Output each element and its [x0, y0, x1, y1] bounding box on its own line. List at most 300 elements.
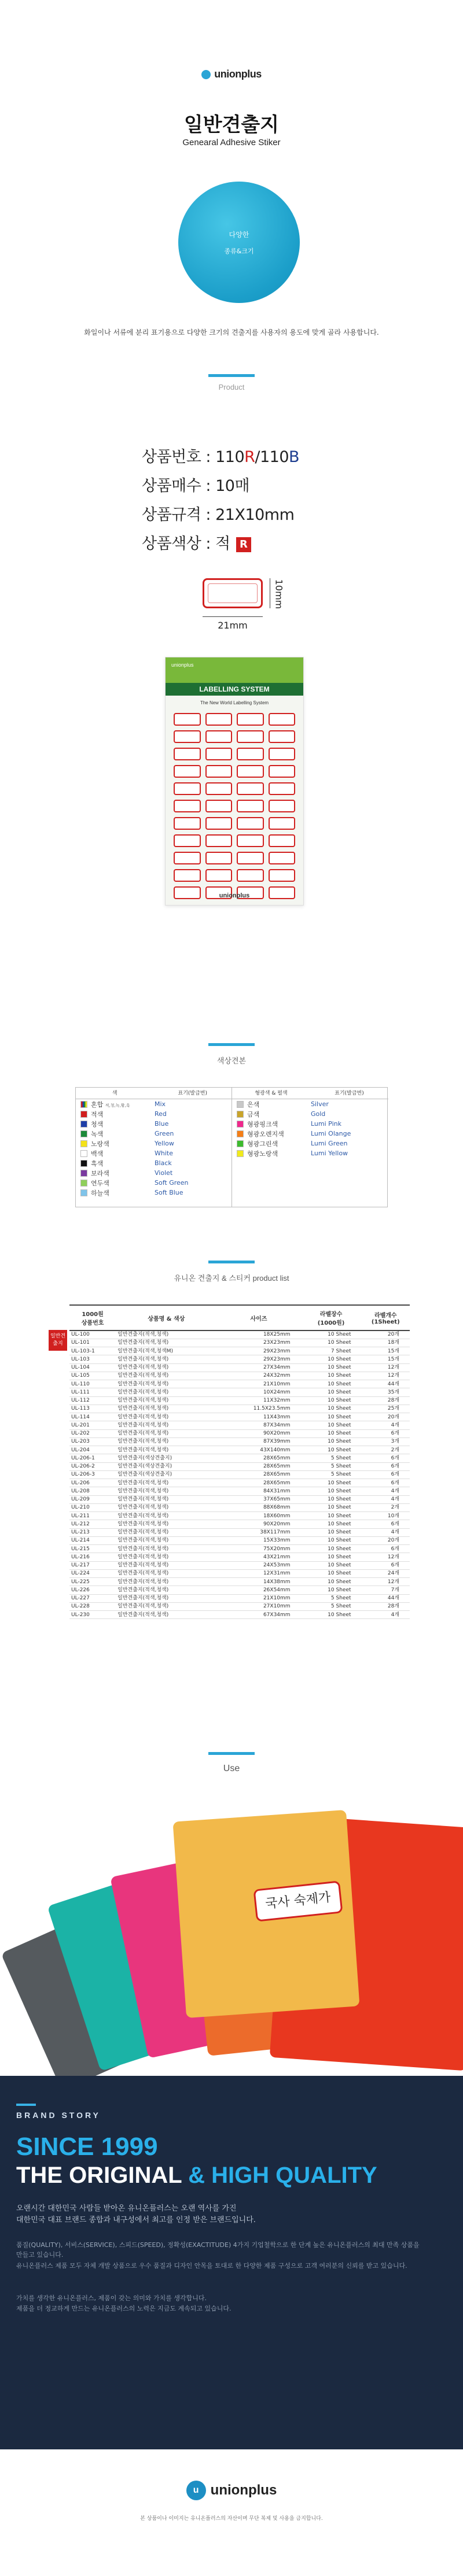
color-name-en: Lumi Yellow: [311, 1150, 348, 1157]
table-cell: 10 Sheet: [301, 1437, 362, 1446]
color-name-ko-text: 노랑색: [91, 1140, 109, 1148]
color-table-left: [76, 1088, 232, 1207]
color-swatch: [80, 1160, 87, 1167]
table-row: [69, 1437, 410, 1446]
table-cell: 일반견출지(적색,청색): [116, 1355, 216, 1363]
table-cell: 일반견출지(색상견출지): [116, 1470, 216, 1479]
table-cell: 6개: [362, 1520, 410, 1528]
table-cell: 일반견출지(적색,청색): [116, 1512, 216, 1520]
table-cell: UL-212: [69, 1520, 116, 1528]
table-cell: UL-105: [69, 1372, 116, 1380]
package-band: LABELLING SYSTEM: [166, 683, 303, 696]
footer-note: 본 상품이나 이미지는 유니온플러스의 자산이며 무단 복제 및 사용을 금지합니다.: [140, 2516, 323, 2522]
column-header: 라벨장수 (1000원): [301, 1305, 362, 1330]
label-cell: [174, 765, 201, 778]
table-cell: 10 Sheet: [301, 1611, 362, 1619]
color-list-right: [232, 1099, 388, 1158]
table-cell: 35개: [362, 1388, 410, 1396]
table-cell: 4개: [362, 1421, 410, 1429]
color-row: [232, 1148, 388, 1158]
col-head: 형광색 & 펄색: [255, 1091, 288, 1096]
color-swatch: [237, 1111, 244, 1118]
color-name-en: Lumi Green: [311, 1140, 348, 1147]
label-cell: [269, 730, 296, 743]
table-cell: 5 Sheet: [301, 1454, 362, 1462]
table-cell: 일반견출지(적색,청색): [116, 1396, 216, 1405]
color-name-en: Violet: [155, 1169, 173, 1177]
section-label-product: Product: [218, 383, 245, 391]
label-cell: [237, 748, 264, 760]
table-row: [69, 1569, 410, 1577]
label-cell: [174, 713, 201, 726]
color-swatch: [80, 1101, 87, 1108]
table-cell: UL-112: [69, 1396, 116, 1405]
table-cell: UL-209: [69, 1495, 116, 1503]
table-cell: UL-224: [69, 1569, 116, 1577]
table-cell: 26X54mm: [217, 1586, 301, 1594]
package-brand: unionplus: [171, 662, 194, 668]
table-cell: 10 Sheet: [301, 1405, 362, 1413]
color-name-ko: [91, 1139, 155, 1148]
table-cell: 10 Sheet: [301, 1528, 362, 1536]
story-original: [16, 2163, 377, 2189]
product-color: [142, 531, 251, 553]
color-row: [232, 1109, 388, 1119]
table-cell: 10 Sheet: [301, 1512, 362, 1520]
table-cell: UL-206-2: [69, 1462, 116, 1470]
label-cell: [237, 852, 264, 864]
table-cell: 15X33mm: [217, 1536, 301, 1544]
table-cell: 7 Sheet: [301, 1347, 362, 1355]
table-row: [69, 1561, 410, 1569]
table-cell: 29X23mm: [217, 1347, 301, 1355]
table-cell: 18개: [362, 1339, 410, 1347]
table-cell: 5 Sheet: [301, 1470, 362, 1479]
brand-logo: [0, 68, 463, 80]
table-cell: 일반견출지(적색,청색): [116, 1578, 216, 1586]
table-row: [69, 1388, 410, 1396]
table-cell: UL-204: [69, 1446, 116, 1454]
label-cell: [205, 817, 233, 830]
table-cell: 10 Sheet: [301, 1553, 362, 1561]
section-label-list: 유니온 견출지 & 스티커 product list: [174, 1274, 289, 1283]
table-cell: 12X31mm: [217, 1569, 301, 1577]
color-name-en: Yellow: [155, 1140, 174, 1147]
col-head: 표기(발급번): [335, 1091, 364, 1096]
table-cell: 27X34mm: [217, 1363, 301, 1372]
table-row: [69, 1479, 410, 1487]
product-number-prefix: 110: [215, 448, 245, 466]
color-name-ko: [247, 1129, 311, 1139]
table-row: [69, 1446, 410, 1454]
color-name-ko: [91, 1119, 155, 1129]
table-cell: 일반견출지(적색,청색): [116, 1561, 216, 1569]
table-row: [69, 1545, 410, 1553]
color-name-ko-text: 은색: [247, 1100, 260, 1108]
table-cell: 44개: [362, 1380, 410, 1388]
table-row: [69, 1347, 410, 1355]
table-cell: 25개: [362, 1405, 410, 1413]
story-kicker: BRAND STORY: [16, 2111, 101, 2120]
table-cell: UL-111: [69, 1388, 116, 1396]
color-swatch: [80, 1180, 87, 1187]
label-cell: [237, 800, 264, 812]
table-cell: 일반견출지(적색,청색): [116, 1594, 216, 1602]
color-row: [76, 1148, 232, 1158]
color-name-en: Green: [155, 1130, 174, 1137]
section-bar: [208, 1043, 255, 1046]
color-swatch: [80, 1130, 87, 1137]
table-cell: 일반견출지(적색,청색): [116, 1520, 216, 1528]
table-row: [69, 1520, 410, 1528]
page-subtitle: Genearal Adhesive Stiker: [182, 138, 281, 147]
label-cell: [269, 817, 296, 830]
product-size: 상품규격 : 21X10mm: [142, 506, 295, 524]
table-cell: UL-206-1: [69, 1454, 116, 1462]
table-cell: 37X65mm: [217, 1495, 301, 1503]
table-cell: UL-213: [69, 1528, 116, 1536]
table-cell: 3개: [362, 1437, 410, 1446]
table-cell: 일반견출지(적색,청색): [116, 1413, 216, 1421]
label-cell: [174, 730, 201, 743]
color-swatch: [237, 1150, 244, 1157]
table-cell: 21X10mm: [217, 1594, 301, 1602]
color-row: [76, 1099, 232, 1109]
label-cell: [269, 782, 296, 795]
table-cell: 28X65mm: [217, 1454, 301, 1462]
color-name-ko: [91, 1159, 155, 1168]
color-swatch: [237, 1101, 244, 1108]
color-name-en: Gold: [311, 1110, 326, 1118]
label-cell: [205, 748, 233, 760]
table-row: [69, 1487, 410, 1495]
table-row: [69, 1413, 410, 1421]
table-cell: UL-206: [69, 1479, 116, 1487]
table-cell: 28개: [362, 1396, 410, 1405]
table-cell: UL-214: [69, 1536, 116, 1544]
table-cell: UL-210: [69, 1503, 116, 1511]
color-name-ko: [91, 1129, 155, 1139]
table-cell: 10 Sheet: [301, 1487, 362, 1495]
table-cell: 18X60mm: [217, 1512, 301, 1520]
table-cell: UL-206-3: [69, 1470, 116, 1479]
table-row: [69, 1405, 410, 1413]
table-cell: 일반견출지(적색,청색): [116, 1405, 216, 1413]
color-swatch: [80, 1140, 87, 1147]
color-swatch: [237, 1140, 244, 1147]
product-number-label: 상품번호 :: [142, 448, 216, 466]
table-cell: 일반견출지(적색,청색): [116, 1388, 216, 1396]
color-name-en: Black: [155, 1159, 172, 1167]
label-cell: [205, 869, 233, 882]
story-paragraph-4: 유니온플러스 제품 모두 자체 개발 상품으로 우수 품질과 디자인 안목을 토대로 한 다양한 제품 구성으로 고객 여러분의 신뢰를 받고 있습니다.: [16, 2262, 407, 2270]
table-row: [69, 1594, 410, 1602]
label-cell: [237, 730, 264, 743]
label-cell: [269, 748, 296, 760]
table-cell: 6개: [362, 1479, 410, 1487]
color-name-ko: [91, 1149, 155, 1158]
table-row: [69, 1528, 410, 1536]
table-cell: 일반견출지(적색,청색M): [116, 1347, 216, 1355]
table-cell: 일반견출지(적색,청색): [116, 1611, 216, 1619]
table-cell: 일반견출지(적색,청색): [116, 1487, 216, 1495]
table-cell: 2개: [362, 1446, 410, 1454]
color-name-ko-text: 녹색: [91, 1130, 104, 1138]
color-row: [76, 1129, 232, 1139]
color-swatch: [237, 1130, 244, 1137]
table-row: [69, 1553, 410, 1561]
color-table-left-head: [76, 1088, 232, 1099]
table-cell: 12개: [362, 1553, 410, 1561]
section-bar: [208, 1752, 255, 1755]
label-cell: [269, 869, 296, 882]
table-cell: 87X39mm: [217, 1437, 301, 1446]
table-cell: 7개: [362, 1586, 410, 1594]
color-name-ko-text: 혼합: [91, 1100, 104, 1108]
table-cell: 10 Sheet: [301, 1578, 362, 1586]
table-cell: 10 Sheet: [301, 1372, 362, 1380]
label-cell: [205, 800, 233, 812]
table-cell: 10 Sheet: [301, 1380, 362, 1388]
table-cell: 12개: [362, 1578, 410, 1586]
table-row: [69, 1330, 410, 1339]
table-row: [69, 1586, 410, 1594]
color-name-ko: [247, 1100, 311, 1109]
story-original-prefix: THE ORIGINAL: [16, 2163, 189, 2188]
table-cell: UL-201: [69, 1421, 116, 1429]
page-title: 일반견출지: [183, 113, 280, 136]
product-list-table: [69, 1304, 410, 1619]
color-table-right: [232, 1088, 388, 1158]
color-name-ko-text: 형광오렌지색: [247, 1130, 284, 1138]
color-name-en: Silver: [311, 1100, 329, 1108]
package-footer-brand: unionplus: [219, 892, 250, 899]
color-swatch: [80, 1111, 87, 1118]
label-cell: [237, 765, 264, 778]
table-cell: 11.5X23.5mm: [217, 1405, 301, 1413]
color-badge: R: [236, 537, 251, 552]
page-description: 화일이나 서류에 분리 표기용으로 다양한 크기의 견출지를 사용자의 용도에 맞게 골라 사용합니다.: [84, 328, 379, 337]
table-cell: 10 Sheet: [301, 1536, 362, 1544]
color-name-ko: [91, 1188, 155, 1198]
color-row: [76, 1139, 232, 1148]
color-row: [232, 1119, 388, 1129]
color-swatch: [237, 1121, 244, 1128]
color-name-en: Mix: [155, 1100, 166, 1108]
table-cell: 38X117mm: [217, 1528, 301, 1536]
table-cell: UL-101: [69, 1339, 116, 1347]
table-cell: 10 Sheet: [301, 1520, 362, 1528]
table-cell: 10 Sheet: [301, 1421, 362, 1429]
table-cell: 18X25mm: [217, 1330, 301, 1339]
story-original-highlight: & HIGH QUALITY: [188, 2163, 377, 2188]
color-name-en: Blue: [155, 1120, 169, 1128]
table-cell: 6개: [362, 1545, 410, 1553]
table-row: [69, 1429, 410, 1437]
table-row: [69, 1512, 410, 1520]
label-cell: [237, 834, 264, 847]
story-paragraph-6: 제품을 더 정교하게 만드는 유니온플러스의 노력은 지금도 계속되고 있습니다.: [16, 2305, 232, 2312]
section-bar: [208, 1261, 255, 1263]
table-cell: UL-208: [69, 1487, 116, 1495]
column-header: 1000원 상품번호: [69, 1305, 116, 1330]
table-row: [69, 1372, 410, 1380]
table-cell: 6개: [362, 1561, 410, 1569]
table-cell: 43X21mm: [217, 1553, 301, 1561]
table-cell: 일반견출지(색상견출지): [116, 1462, 216, 1470]
table-cell: 5 Sheet: [301, 1602, 362, 1610]
label-cell: [205, 713, 233, 726]
product-number-b: B: [289, 448, 300, 466]
table-cell: 일반견출지(적색,청색): [116, 1569, 216, 1577]
table-cell: 10 Sheet: [301, 1355, 362, 1363]
color-table-right-head: [232, 1088, 388, 1099]
color-name-ko-text: 금색: [247, 1110, 260, 1118]
color-name-ko: [247, 1149, 311, 1158]
table-cell: 28X65mm: [217, 1470, 301, 1479]
table-cell: UL-215: [69, 1545, 116, 1553]
table-cell: 10 Sheet: [301, 1586, 362, 1594]
hero-line-1: 다양한: [229, 230, 249, 239]
dimension-width: 21mm: [218, 620, 248, 631]
story-paragraph-5: 가치를 생각한 유니온플러스, 제품이 갖는 의미와 가치를 생각합니다.: [16, 2294, 207, 2302]
color-name-en: Soft Blue: [155, 1189, 183, 1196]
table-cell: 10 Sheet: [301, 1503, 362, 1511]
label-cell: [174, 782, 201, 795]
color-swatch: [80, 1170, 87, 1177]
table-cell: 4개: [362, 1528, 410, 1536]
table-row: [69, 1363, 410, 1372]
table-cell: 10 Sheet: [301, 1446, 362, 1454]
table-cell: 일반견출지(적색,청색): [116, 1528, 216, 1536]
story-paragraph-1: 오랜시간 대한민국 사람들 받아온 유니온플러스는 오랜 역사를 가진: [16, 2204, 237, 2213]
table-cell: 5 Sheet: [301, 1594, 362, 1602]
color-name-en: Lumi Pink: [311, 1120, 341, 1128]
hero-line-2: 종류&크기: [224, 247, 254, 255]
table-row: [69, 1578, 410, 1586]
color-name-ko-text: 적색: [91, 1110, 104, 1118]
footer-logo-mark: u: [186, 2481, 206, 2500]
table-cell: 29X23mm: [217, 1355, 301, 1363]
label-cell: [205, 765, 233, 778]
table-cell: 10 Sheet: [301, 1413, 362, 1421]
table-cell: 23X23mm: [217, 1339, 301, 1347]
table-cell: 15개: [362, 1355, 410, 1363]
table-cell: 6개: [362, 1462, 410, 1470]
table-cell: 20개: [362, 1330, 410, 1339]
table-header-row: [69, 1305, 410, 1330]
color-note: 적,청,녹,황,흑: [105, 1103, 130, 1108]
label-cell: [269, 713, 296, 726]
table-cell: 88X68mm: [217, 1503, 301, 1511]
table-cell: UL-114: [69, 1413, 116, 1421]
table-cell: 28X65mm: [217, 1462, 301, 1470]
color-name-ko-text: 흑색: [91, 1159, 104, 1167]
table-cell: 4개: [362, 1487, 410, 1495]
table-cell: UL-110: [69, 1380, 116, 1388]
table-cell: 90X20mm: [217, 1520, 301, 1528]
label-cell: [269, 852, 296, 864]
color-name-en: Red: [155, 1110, 167, 1118]
column-header: 라벨개수 (1Sheet): [362, 1305, 410, 1330]
table-cell: 24X53mm: [217, 1561, 301, 1569]
table-cell: 일반견출지(적색,청색): [116, 1495, 216, 1503]
table-cell: 20개: [362, 1536, 410, 1544]
table-cell: 4개: [362, 1611, 410, 1619]
label-cell: [269, 800, 296, 812]
label-cell: [174, 834, 201, 847]
table-cell: 11X43mm: [217, 1413, 301, 1421]
color-name-ko-text: 청색: [91, 1120, 104, 1128]
color-row: [76, 1119, 232, 1129]
brand-name: unionplus: [214, 68, 262, 80]
label-cell: [174, 817, 201, 830]
section-bar: [208, 374, 255, 377]
table-cell: UL-100: [69, 1330, 116, 1339]
label-cell: [174, 800, 201, 812]
use-label-sticker: 국사 숙제가: [253, 1880, 343, 1921]
table-cell: 10 Sheet: [301, 1479, 362, 1487]
table-row: [69, 1462, 410, 1470]
package-header: [166, 657, 303, 683]
table-row: [69, 1380, 410, 1388]
color-name-ko-text: 연두색: [91, 1179, 109, 1187]
table-row: [69, 1339, 410, 1347]
col-head: 색: [112, 1091, 117, 1096]
color-swatch: [80, 1150, 87, 1157]
story-paragraph-3: 품질(QUALITY), 서비스(SERVICE), 스피드(SPEED), 정확성(EXACTITUDE) 4가지 기업철학으로 한 단계 높은 유니온플러스의 최대 만족 상품을 만들고 있습니다.: [16, 2241, 420, 2259]
label-cell: [205, 782, 233, 795]
footer-brand-name: unionplus: [210, 2482, 277, 2498]
label-cell: [269, 834, 296, 847]
table-row: [69, 1421, 410, 1429]
table-cell: 10 Sheet: [301, 1363, 362, 1372]
col-head: 표기(발급번): [178, 1091, 207, 1096]
color-name-ko: [91, 1100, 155, 1109]
dimension-height: 10mm: [273, 579, 285, 609]
brand-dot-icon: [201, 70, 211, 79]
color-table: [75, 1087, 388, 1207]
color-row: [232, 1139, 388, 1148]
dimension-width-line: [203, 616, 263, 617]
table-row: [69, 1536, 410, 1544]
label-cell: [237, 782, 264, 795]
table-cell: 90X20mm: [217, 1429, 301, 1437]
table-cell: 일반견출지(색상견출지): [116, 1454, 216, 1462]
color-name-ko-text: 보라색: [91, 1169, 109, 1177]
label-cell: [237, 869, 264, 882]
table-cell: 일반견출지(적색,청색): [116, 1380, 216, 1388]
table-cell: 6개: [362, 1470, 410, 1479]
column-header: 사이즈: [217, 1305, 301, 1330]
label-cell: [237, 713, 264, 726]
table-cell: 11X32mm: [217, 1396, 301, 1405]
table-cell: 10 Sheet: [301, 1569, 362, 1577]
table-cell: UL-216: [69, 1553, 116, 1561]
color-name-en: Lumi Olange: [311, 1130, 351, 1137]
table-row: [69, 1602, 410, 1610]
label-cell: [174, 748, 201, 760]
table-cell: UL-113: [69, 1405, 116, 1413]
section-label-use: Use: [223, 1764, 240, 1773]
table-cell: 일반견출지(적색,청색): [116, 1421, 216, 1429]
table-cell: 15개: [362, 1347, 410, 1355]
color-name-en: White: [155, 1150, 173, 1157]
table-cell: UL-228: [69, 1602, 116, 1610]
product-number: [142, 444, 299, 467]
table-cell: 24X32mm: [217, 1372, 301, 1380]
table-cell: 6개: [362, 1454, 410, 1462]
